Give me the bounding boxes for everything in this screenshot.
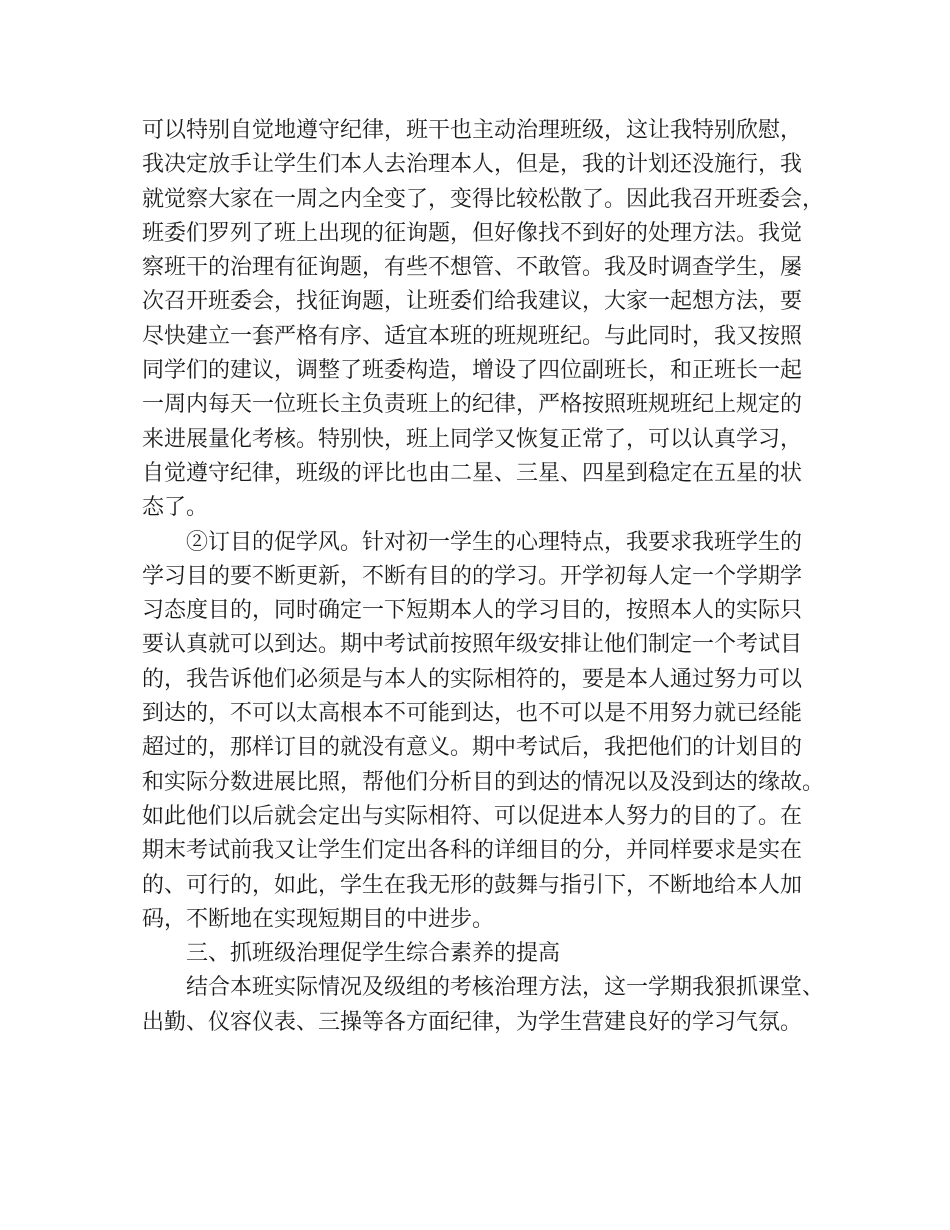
text-line: 习态度目的，同时确定一下短期本人的学习目的，按照本人的实际只 — [142, 598, 803, 624]
text-line: 我决定放手让学生们本人去治理本人，但是，我的计划还没施行，我 — [142, 152, 803, 178]
text-line: 学习目的要不断更新，不断有目的的学习。开学初每人定一个学期学 — [142, 563, 803, 589]
text-line: 同学们的建议，调整了班委构造，增设了四位副班长，和正班长一起 — [142, 358, 803, 384]
text-line: 码，不断地在实现短期目的中进步。 — [142, 906, 495, 932]
text-line: 班委们罗列了班上出现的征询题，但好像找不到好的处理方法。我觉 — [142, 220, 803, 246]
text-line: 和实际分数进展比照，帮他们分析目的到达的情况以及没到达的缘故。 — [142, 769, 825, 795]
text-line: 如此他们以后就会定出与实际相符、可以促进本人努力的目的了。在 — [142, 803, 803, 829]
text-line: 的、可行的，如此，学生在我无形的鼓舞与指引下，不断地给本人加 — [142, 872, 803, 898]
text-line: 察班干的治理有征询题，有些不想管、不敢管。我及时调查学生，屡 — [142, 255, 803, 281]
text-line: 来进展量化考核。特别快，班上同学又恢复正常了，可以认真学习， — [142, 426, 803, 452]
text-line: 的，我告诉他们必须是与本人的实际相符的，要是本人通过努力可以 — [142, 666, 803, 692]
text-line: 一周内每天一位班长主负责班上的纪律，严格按照班规班纪上规定的 — [142, 392, 803, 418]
paragraph-start-line: ②订目的促学风。针对初一学生的心理特点，我要求我班学生的 — [186, 529, 803, 555]
text-line: 要认真就可以到达。期中考试前按照年级安排让他们制定一个考试目 — [142, 632, 803, 658]
text-line: 可以特别自觉地遵守纪律，班干也主动治理班级，这让我特别欣慰， — [142, 118, 803, 143]
text-line: 期末考试前我又让学生们定出各科的详细目的分，并同样要求是实在 — [142, 838, 803, 864]
text-line: 自觉遵守纪律，班级的评比也由二星、三星、四星到稳定在五星的状 — [142, 460, 803, 486]
document-page — [142, 114, 832, 1040]
text-line: 就觉察大家在一周之内全变了，变得比较松散了。因此我召开班委会， — [142, 186, 825, 212]
text-line: 态了。 — [142, 495, 209, 521]
section-heading: 三、抓班级治理促学生综合素养的提高 — [186, 941, 561, 967]
text-line: 到达的，不可以太高根本不可能到达，也不可以是不用努力就已经能 — [142, 701, 803, 727]
text-line: 尽快建立一套严格有序、适宜本班的班规班纪。与此同时，我又按照 — [142, 323, 803, 349]
text-line: 出勤、仪容仪表、三操等各方面纪律，为学生营建良好的学习气氛。 — [142, 1009, 803, 1035]
text-line: 次召开班委会，找征询题，让班委们给我建议，大家一起想方法，要 — [142, 289, 803, 315]
text-line: 超过的，那样订目的就没有意义。期中考试后，我把他们的计划目的 — [142, 735, 803, 761]
paragraph-start-line: 结合本班实际情况及级组的考核治理方法，这一学期我狠抓课堂、 — [186, 975, 825, 1001]
